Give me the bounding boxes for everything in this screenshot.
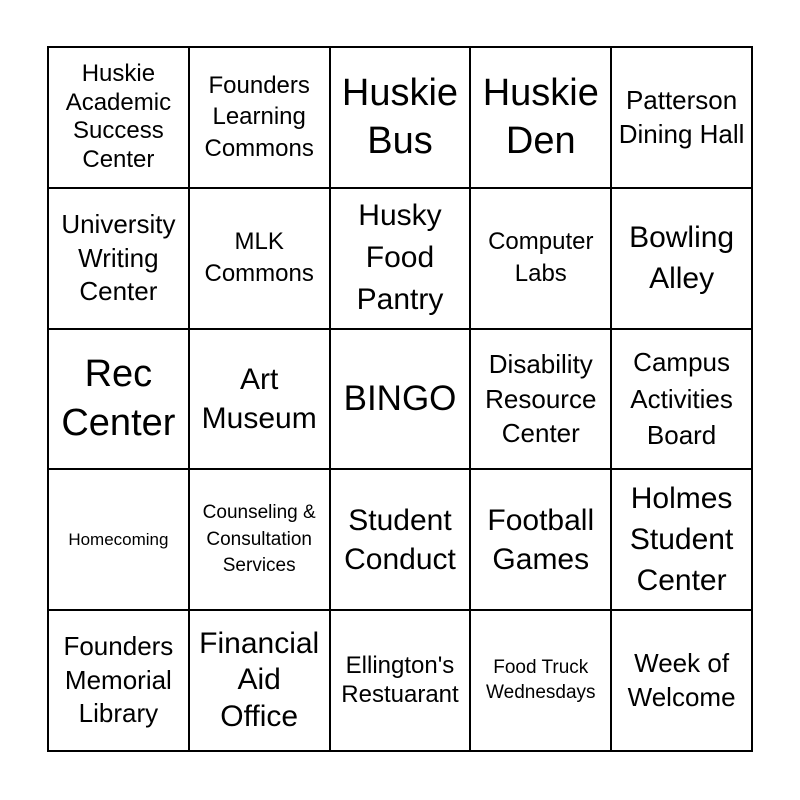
cell-label: Computer Labs [488,227,594,288]
bingo-cell[interactable] [49,611,190,752]
cell-label: Husky Food Pantry [356,199,444,317]
bingo-cell[interactable] [612,611,753,752]
cell-label: Rec Center [61,353,176,444]
bingo-cell[interactable] [612,189,753,330]
bingo-cell[interactable] [471,470,612,611]
free-space[interactable] [331,330,472,471]
cell-label: Student Conduct [344,503,456,576]
bingo-cell[interactable] [190,189,331,330]
cell-label: Counseling & Consultation Services [202,502,316,576]
bingo-cell[interactable] [471,189,612,330]
cell-label: Food Truck Wednesdays [486,656,596,703]
cell-label: Huskie Bus [341,71,459,163]
cell-label: Patterson Dining Hall [618,84,745,150]
bingo-cell[interactable] [471,48,612,189]
bingo-cell[interactable] [331,470,472,611]
cell-label: University Writing Center [61,209,176,306]
cell-label: Bowling Alley [629,220,735,296]
bingo-cell[interactable] [331,611,472,752]
cell-label: Week of Welcome [627,647,736,712]
bingo-cell[interactable] [612,330,753,471]
cell-label: Homecoming [68,529,169,549]
bingo-cell[interactable] [331,48,472,189]
cell-label: Football Games [487,503,595,576]
bingo-cell[interactable] [612,48,753,189]
cell-label: Huskie Den [482,71,599,163]
cell-label: Founders Learning Commons [204,71,314,163]
bingo-cell[interactable] [49,470,190,611]
cell-label: Ellington's Restuarant [341,651,459,708]
bingo-cell[interactable] [471,330,612,471]
bingo-cell[interactable] [190,330,331,471]
cell-label: MLK Commons [204,227,314,288]
bingo-cell[interactable] [49,330,190,471]
bingo-cell[interactable] [190,470,331,611]
cell-label: Art Museum [201,362,317,435]
bingo-cell[interactable] [331,189,472,330]
cell-label: Campus Activities Board [630,347,733,451]
bingo-cell[interactable] [190,48,331,189]
cell-label: Founders Memorial Library [63,630,174,729]
cell-label: Financial Aid Office [199,626,320,733]
cell-label: Disability Resource Center [485,349,597,449]
cell-label: Holmes Student Center [629,481,734,598]
cell-label: Huskie Academic Success Center [65,59,172,174]
bingo-cell[interactable] [49,48,190,189]
bingo-board [47,46,753,752]
bingo-cell[interactable] [612,470,753,611]
bingo-cell[interactable] [190,611,331,752]
free-space-label: BINGO [343,379,457,419]
bingo-cell[interactable] [471,611,612,752]
bingo-cell[interactable] [49,189,190,330]
